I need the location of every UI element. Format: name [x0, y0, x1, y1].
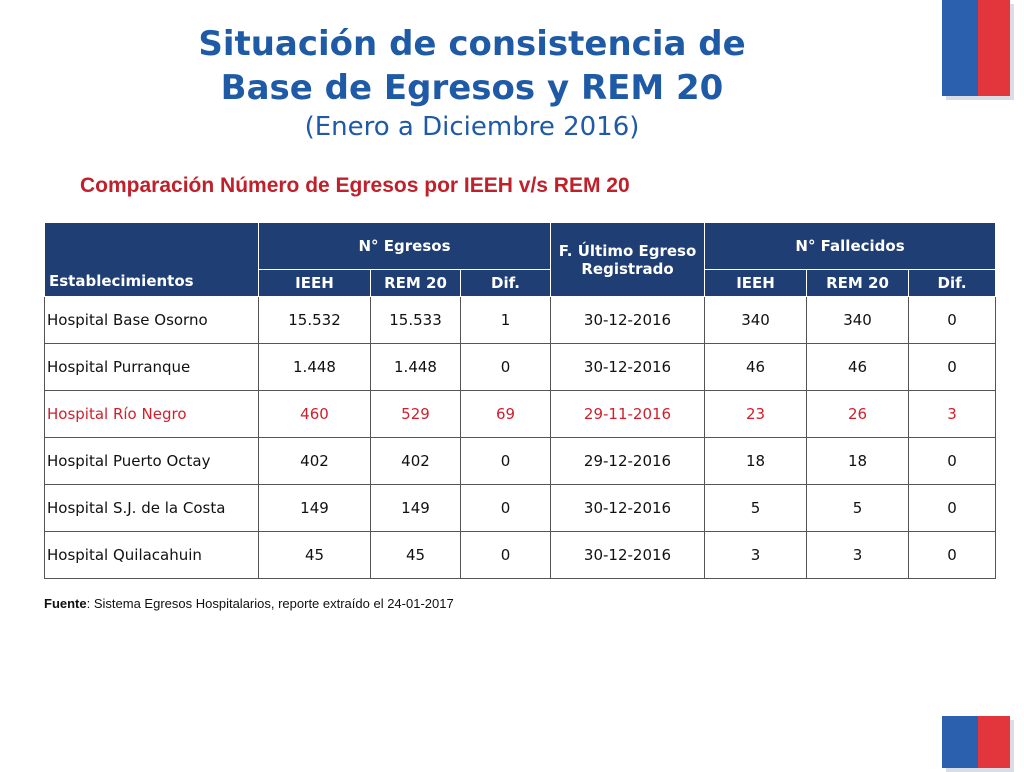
cell-egresos-ieeh: 15.532	[259, 297, 371, 344]
cell-fallecidos-ieeh: 340	[705, 297, 807, 344]
cell-fecha: 30-12-2016	[551, 297, 705, 344]
page-title	[0, 22, 944, 144]
cell-fallecidos-rem20: 18	[807, 438, 909, 485]
comparison-table	[44, 222, 996, 579]
header-fallecidos-ieeh: IEEH	[705, 270, 807, 297]
cell-fallecidos-ieeh: 18	[705, 438, 807, 485]
cell-egresos-ieeh: 460	[259, 391, 371, 438]
cell-egresos-ieeh: 402	[259, 438, 371, 485]
cell-fallecidos-rem20: 26	[807, 391, 909, 438]
table-row-highlighted	[45, 391, 996, 438]
cell-fallecidos-dif: 0	[909, 532, 996, 579]
title-period: (Enero a Diciembre 2016)	[304, 112, 640, 142]
table-row	[45, 438, 996, 485]
cell-fallecidos-ieeh: 3	[705, 532, 807, 579]
cell-establecimiento: Hospital Río Negro	[45, 391, 259, 438]
cell-egresos-dif: 0	[461, 485, 551, 532]
cell-fallecidos-dif: 3	[909, 391, 996, 438]
cell-fallecidos-ieeh: 23	[705, 391, 807, 438]
source-text: : Sistema Egresos Hospitalarios, reporte extraído el 24-01-2017	[86, 596, 454, 611]
cell-egresos-rem20: 1.448	[371, 344, 461, 391]
header-fallecidos-dif: Dif.	[909, 270, 996, 297]
cell-egresos-dif: 0	[461, 438, 551, 485]
cell-egresos-ieeh: 1.448	[259, 344, 371, 391]
header-egresos-rem20: REM 20	[371, 270, 461, 297]
flag-decoration-top	[942, 0, 1010, 96]
cell-fecha: 29-12-2016	[551, 438, 705, 485]
cell-fallecidos-rem20: 46	[807, 344, 909, 391]
source-label: Fuente	[44, 596, 87, 611]
cell-establecimiento: Hospital S.J. de la Costa	[45, 485, 259, 532]
cell-egresos-dif: 69	[461, 391, 551, 438]
table-row	[45, 344, 996, 391]
cell-egresos-dif: 0	[461, 532, 551, 579]
table-row	[45, 532, 996, 579]
cell-fecha: 30-12-2016	[551, 532, 705, 579]
header-establecimientos: Establecimientos	[45, 223, 259, 297]
table-row	[45, 485, 996, 532]
cell-establecimiento: Hospital Purranque	[45, 344, 259, 391]
flag-decoration-bottom	[942, 716, 1010, 768]
source-note	[44, 596, 454, 611]
cell-egresos-rem20: 45	[371, 532, 461, 579]
header-fallecidos-rem20: REM 20	[807, 270, 909, 297]
cell-egresos-rem20: 15.533	[371, 297, 461, 344]
cell-fallecidos-dif: 0	[909, 344, 996, 391]
cell-fallecidos-dif: 0	[909, 297, 996, 344]
title-line-2: Base de Egresos y REM 20	[220, 68, 724, 108]
table-row	[45, 297, 996, 344]
cell-fecha: 30-12-2016	[551, 344, 705, 391]
cell-fallecidos-dif: 0	[909, 485, 996, 532]
header-egresos-dif: Dif.	[461, 270, 551, 297]
cell-egresos-ieeh: 149	[259, 485, 371, 532]
cell-fallecidos-rem20: 5	[807, 485, 909, 532]
cell-fallecidos-rem20: 340	[807, 297, 909, 344]
header-fecha-ultimo-egreso: F. Último Egreso Registrado	[551, 223, 705, 297]
title-line-1: Situación de consistencia de	[198, 24, 746, 64]
header-group-egresos: N° Egresos	[259, 223, 551, 270]
cell-fallecidos-ieeh: 46	[705, 344, 807, 391]
cell-fecha: 29-11-2016	[551, 391, 705, 438]
table-subtitle: Comparación Número de Egresos por IEEH v/s REM 20	[80, 174, 630, 197]
cell-fallecidos-ieeh: 5	[705, 485, 807, 532]
cell-egresos-ieeh: 45	[259, 532, 371, 579]
cell-egresos-dif: 1	[461, 297, 551, 344]
cell-fallecidos-dif: 0	[909, 438, 996, 485]
cell-egresos-dif: 0	[461, 344, 551, 391]
cell-fecha: 30-12-2016	[551, 485, 705, 532]
cell-egresos-rem20: 149	[371, 485, 461, 532]
header-egresos-ieeh: IEEH	[259, 270, 371, 297]
cell-egresos-rem20: 529	[371, 391, 461, 438]
cell-establecimiento: Hospital Base Osorno	[45, 297, 259, 344]
cell-establecimiento: Hospital Quilacahuin	[45, 532, 259, 579]
cell-egresos-rem20: 402	[371, 438, 461, 485]
header-group-fallecidos: N° Fallecidos	[705, 223, 996, 270]
cell-fallecidos-rem20: 3	[807, 532, 909, 579]
cell-establecimiento: Hospital Puerto Octay	[45, 438, 259, 485]
